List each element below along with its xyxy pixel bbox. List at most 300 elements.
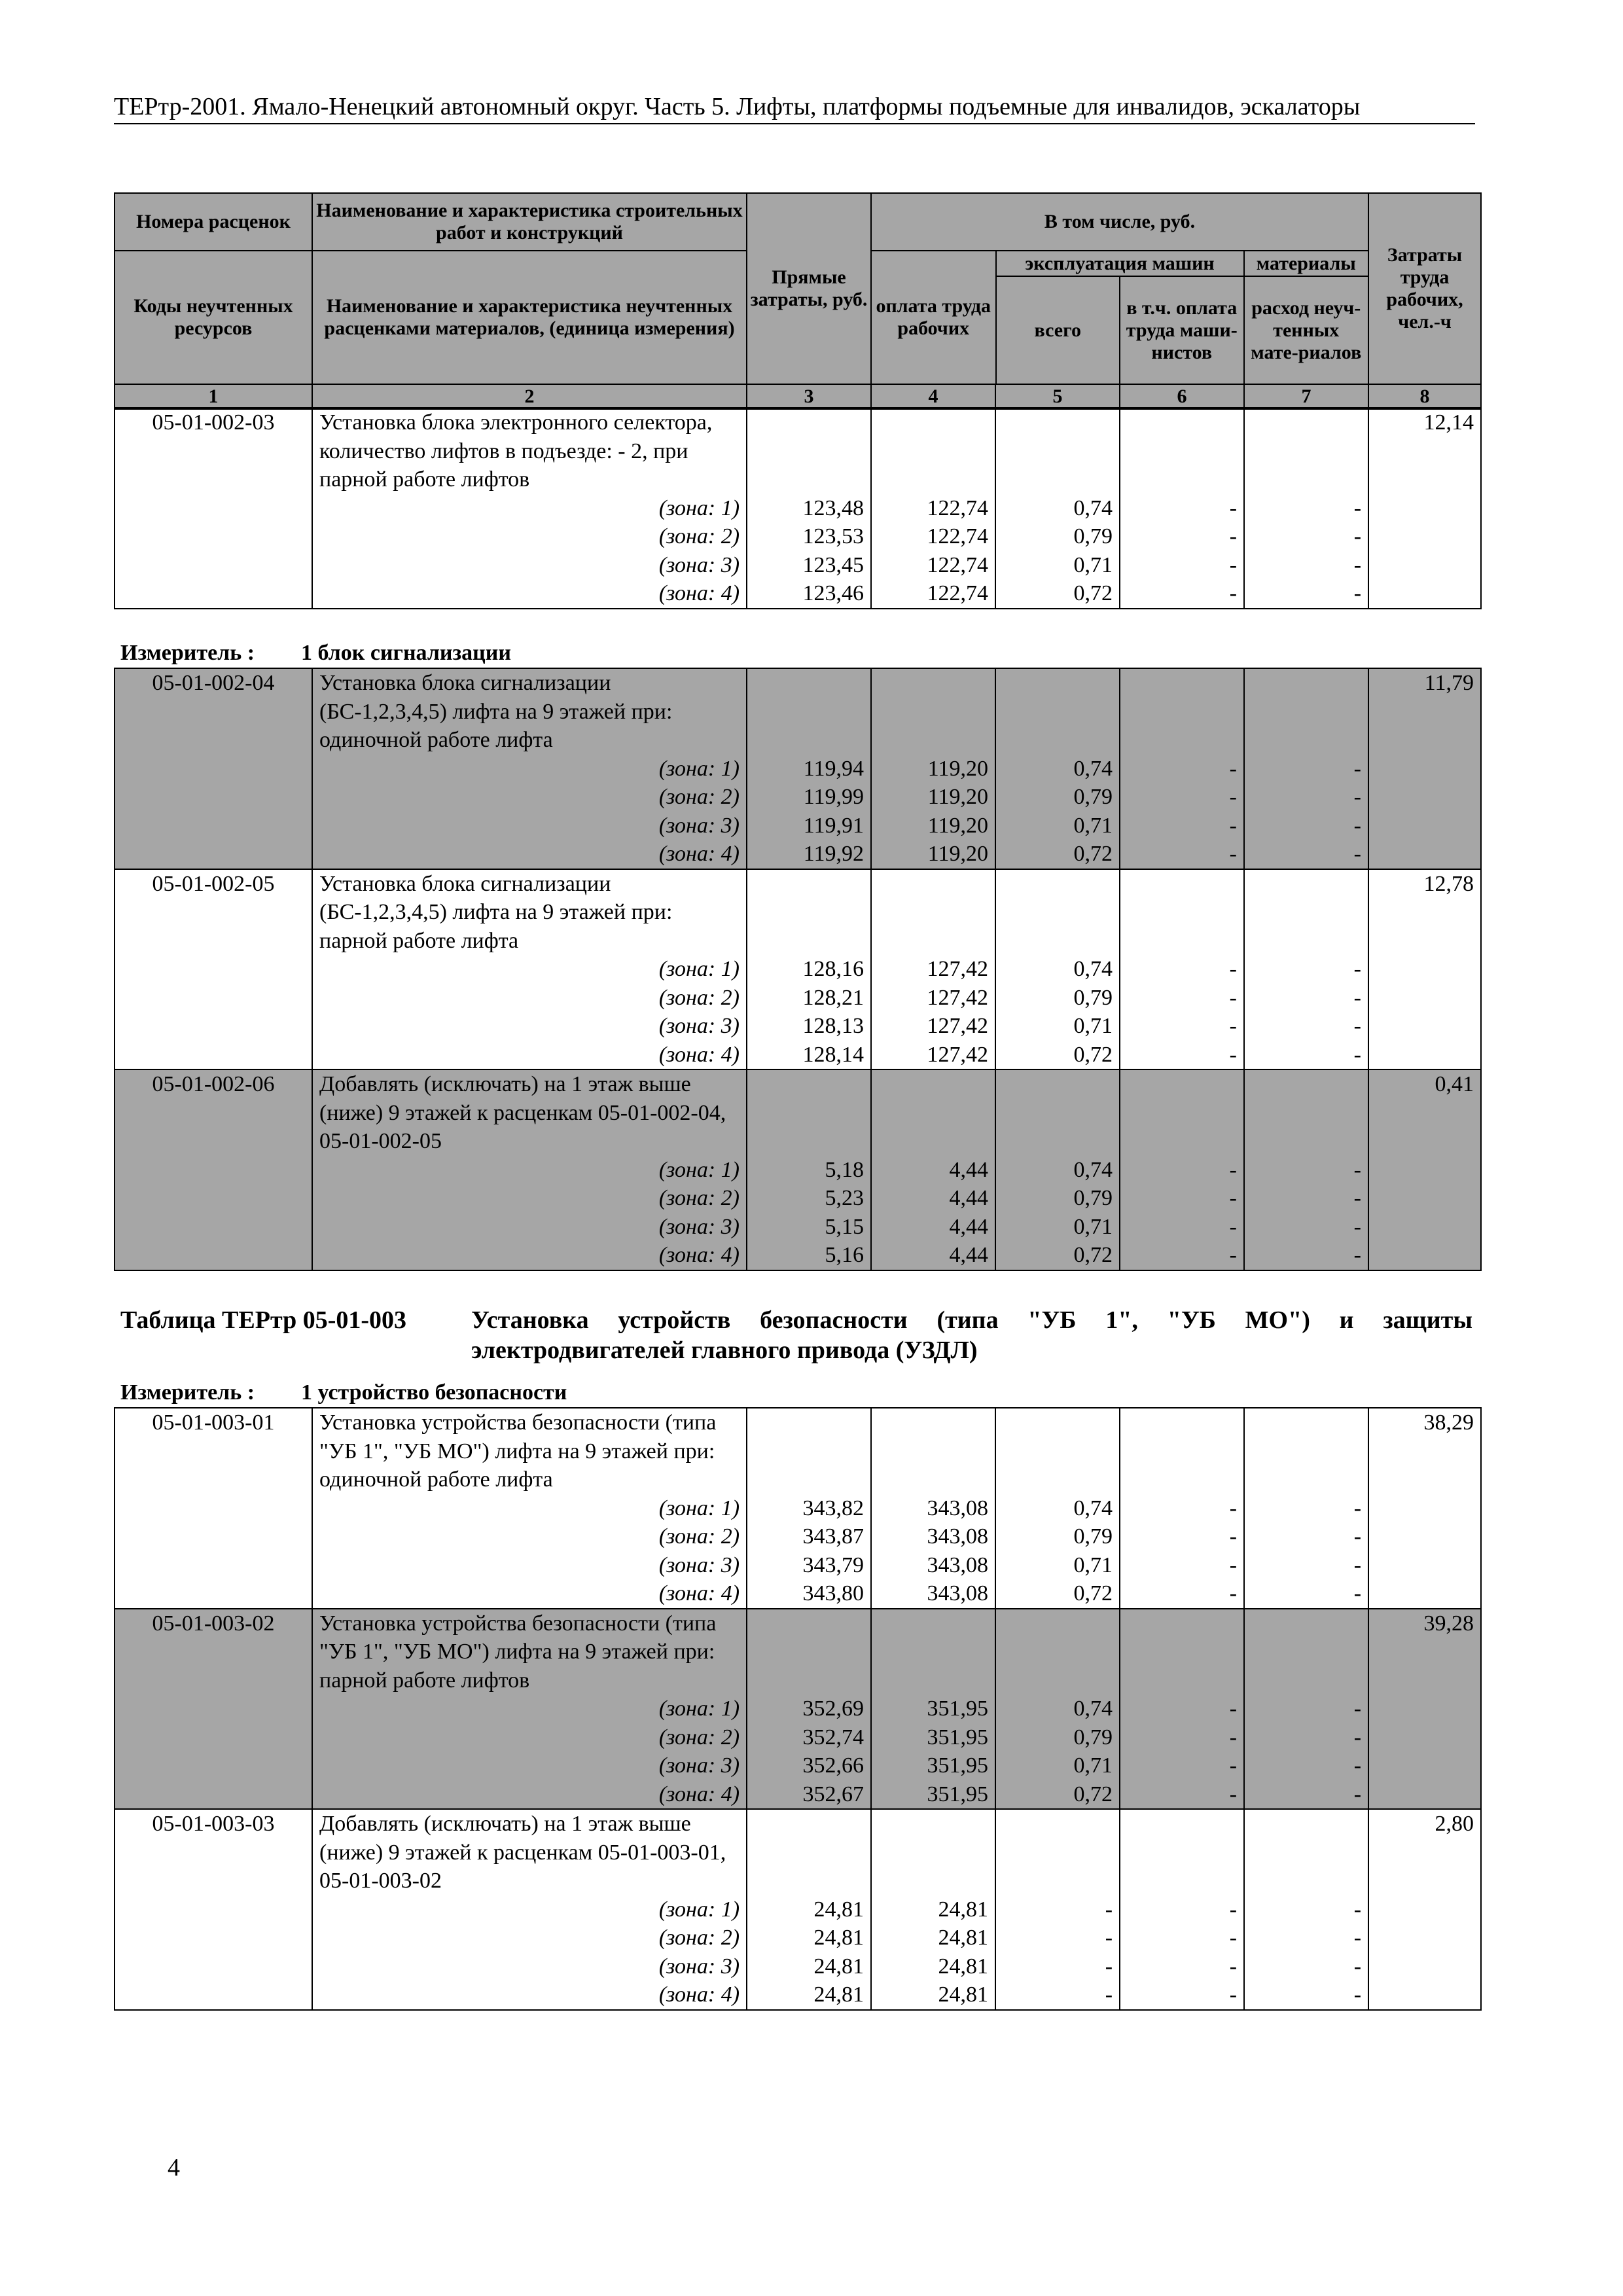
rate-description: Добавлять (исключать) на 1 этаж выше (ниже) 9 этажей к расценкам 05-01-003-01, 05-01-003-02 — [312, 1809, 747, 1895]
machine-total: 0,74 — [995, 755, 1120, 783]
machinist-pay: - — [1120, 812, 1244, 840]
empty-cell — [995, 408, 1120, 494]
zone-label: (зона: 3) — [437, 551, 747, 580]
empty-cell — [871, 1069, 995, 1156]
table-row — [115, 1069, 1481, 1156]
machine-total: 0,72 — [995, 840, 1120, 869]
material-usage: - — [1244, 984, 1368, 1013]
labor-pay: 343,08 — [871, 1579, 995, 1609]
labor-pay: 127,42 — [871, 984, 995, 1013]
zone-label: (зона: 4) — [437, 1041, 747, 1070]
empty-cell — [995, 1609, 1120, 1695]
empty-cell — [1368, 1551, 1481, 1580]
desc-spacer — [312, 755, 437, 783]
machinist-pay: - — [1120, 1494, 1244, 1523]
empty-cell — [1120, 668, 1244, 755]
zone-row — [115, 1723, 1481, 1752]
empty-cell — [1120, 1069, 1244, 1156]
zone-row — [115, 1494, 1481, 1523]
labor-pay: 119,20 — [871, 840, 995, 869]
direct-costs: 128,13 — [747, 1012, 871, 1041]
empty-cell — [871, 408, 995, 494]
zone-row — [115, 783, 1481, 812]
zone-label: (зона: 3) — [437, 1012, 747, 1041]
zone-row — [115, 1924, 1481, 1952]
material-usage: - — [1244, 1952, 1368, 1981]
direct-costs: 24,81 — [747, 1952, 871, 1981]
rates-block-1 — [114, 407, 1482, 609]
table-row — [115, 869, 1481, 956]
direct-costs: 5,23 — [747, 1184, 871, 1213]
machine-total: 0,72 — [995, 1241, 1120, 1270]
direct-costs: 119,94 — [747, 755, 871, 783]
header-material-usage: расход неуч-тенных мате-риалов — [1244, 276, 1368, 384]
empty-cell — [747, 869, 871, 956]
machinist-pay: - — [1120, 783, 1244, 812]
machine-total: 0,79 — [995, 1723, 1120, 1752]
material-usage: - — [1244, 1551, 1368, 1580]
material-usage: - — [1244, 1184, 1368, 1213]
direct-costs: 128,21 — [747, 984, 871, 1013]
table-row — [115, 668, 1481, 755]
zone-label: (зона: 2) — [437, 1924, 747, 1952]
zone-label: (зона: 2) — [437, 522, 747, 551]
zone-label: (зона: 3) — [437, 812, 747, 840]
desc-spacer — [312, 1241, 437, 1270]
labor-pay: 4,44 — [871, 1156, 995, 1185]
machinist-pay: - — [1120, 1551, 1244, 1580]
empty-cell — [1368, 1213, 1481, 1242]
material-usage: - — [1244, 1012, 1368, 1041]
direct-costs: 123,46 — [747, 579, 871, 609]
header-work-name: Наименование и характеристика строительных работ и конструкций — [312, 193, 747, 251]
empty-cell — [1244, 668, 1368, 755]
empty-cell — [1368, 1156, 1481, 1185]
zone-row — [115, 1952, 1481, 1981]
header-colnum-3: 3 — [747, 384, 871, 409]
empty-cell — [747, 1809, 871, 1895]
machinist-pay: - — [1120, 984, 1244, 1013]
desc-spacer — [312, 1895, 437, 1924]
labor-pay: 119,20 — [871, 755, 995, 783]
desc-spacer — [312, 955, 437, 984]
zone-row — [115, 984, 1481, 1013]
machinist-pay: - — [1120, 1522, 1244, 1551]
header-total: всего — [996, 276, 1120, 384]
empty-cell — [1368, 1895, 1481, 1924]
zone-label: (зона: 1) — [437, 1895, 747, 1924]
direct-costs: 24,81 — [747, 1895, 871, 1924]
labor-pay: 343,08 — [871, 1494, 995, 1523]
header-colnum-1: 1 — [115, 384, 312, 409]
empty-cell — [871, 1609, 995, 1695]
machine-total: - — [995, 1924, 1120, 1952]
zone-row — [115, 1041, 1481, 1070]
zone-row — [115, 755, 1481, 783]
empty-cell — [1368, 1494, 1481, 1523]
header-direct-costs: Прямые затраты, руб. — [747, 193, 871, 384]
direct-costs: 128,14 — [747, 1041, 871, 1070]
zone-row — [115, 1522, 1481, 1551]
material-usage: - — [1244, 1723, 1368, 1752]
machinist-pay: - — [1120, 522, 1244, 551]
material-usage: - — [1244, 1924, 1368, 1952]
empty-cell — [747, 1408, 871, 1494]
empty-cell — [1368, 1952, 1481, 1981]
machinist-pay: - — [1120, 1751, 1244, 1780]
machinist-pay: - — [1120, 1952, 1244, 1981]
direct-costs: 119,99 — [747, 783, 871, 812]
header-colnum-2: 2 — [312, 384, 747, 409]
machinist-pay: - — [1120, 955, 1244, 984]
header-including-subcols — [871, 251, 1368, 384]
rate-code: 05-01-002-04 — [115, 668, 312, 869]
machine-total: 0,79 — [995, 1184, 1120, 1213]
machinist-pay: - — [1120, 1780, 1244, 1810]
labor-costs: 39,28 — [1368, 1609, 1481, 1695]
empty-cell — [1120, 869, 1244, 956]
machinist-pay: - — [1120, 1723, 1244, 1752]
machine-total: - — [995, 1952, 1120, 1981]
labor-costs: 11,79 — [1368, 668, 1481, 755]
empty-cell — [1368, 840, 1481, 869]
empty-cell — [1244, 408, 1368, 494]
table-row — [115, 408, 1481, 494]
direct-costs: 24,81 — [747, 1981, 871, 2010]
header-including: В том числе, руб. — [871, 193, 1368, 251]
rates-table-header — [114, 192, 1482, 410]
rate-description: Установка блока сигнализации (БС-1,2,3,4,5) лифта на 9 этажей при: парной работе лифта — [312, 869, 747, 956]
empty-cell — [1368, 522, 1481, 551]
labor-pay: 24,81 — [871, 1895, 995, 1924]
labor-pay: 351,95 — [871, 1695, 995, 1723]
labor-pay: 343,08 — [871, 1522, 995, 1551]
labor-pay: 122,74 — [871, 579, 995, 609]
zone-label: (зона: 2) — [437, 1522, 747, 1551]
machine-total: 0,71 — [995, 812, 1120, 840]
empty-cell — [1120, 1609, 1244, 1695]
header-rate-numbers: Номера расценок — [115, 193, 312, 251]
machine-total: 0,79 — [995, 522, 1120, 551]
material-usage: - — [1244, 1895, 1368, 1924]
header-colnum-5: 5 — [995, 384, 1120, 409]
material-usage: - — [1244, 551, 1368, 580]
desc-spacer — [312, 1780, 437, 1810]
direct-costs: 343,79 — [747, 1551, 871, 1580]
table-title-desc: Установка устройств безопасности (типа "УБ 1", "УБ МО") и защиты электродвигателей главного привода (УЗДЛ) — [471, 1306, 1472, 1364]
material-usage: - — [1244, 840, 1368, 869]
machine-total: 0,74 — [995, 1695, 1120, 1723]
table-row — [115, 1609, 1481, 1695]
zone-row — [115, 1695, 1481, 1723]
labor-pay: 351,95 — [871, 1723, 995, 1752]
desc-spacer — [312, 984, 437, 1013]
table-title — [120, 1305, 1475, 1365]
empty-cell — [995, 1069, 1120, 1156]
zone-label: (зона: 2) — [437, 783, 747, 812]
machinist-pay: - — [1120, 579, 1244, 609]
desc-spacer — [312, 1522, 437, 1551]
empty-cell — [747, 1069, 871, 1156]
empty-cell — [1244, 1408, 1368, 1494]
measure-line-1 — [120, 640, 511, 666]
labor-pay: 24,81 — [871, 1952, 995, 1981]
empty-cell — [1368, 1522, 1481, 1551]
machine-total: 0,74 — [995, 1494, 1120, 1523]
empty-cell — [995, 869, 1120, 956]
empty-cell — [1120, 1809, 1244, 1895]
desc-spacer — [312, 1952, 437, 1981]
header-colnum-4: 4 — [871, 384, 995, 409]
material-usage: - — [1244, 1213, 1368, 1242]
empty-cell — [1368, 1579, 1481, 1609]
header-machinist-pay: в т.ч. оплата труда маши-нистов — [1120, 276, 1244, 384]
empty-cell — [1368, 1981, 1481, 2010]
zone-label: (зона: 1) — [437, 755, 747, 783]
labor-costs: 38,29 — [1368, 1408, 1481, 1494]
desc-spacer — [312, 522, 437, 551]
zone-row — [115, 1780, 1481, 1810]
machine-total: 0,74 — [995, 955, 1120, 984]
machinist-pay: - — [1120, 1213, 1244, 1242]
machine-total: 0,71 — [995, 551, 1120, 580]
empty-cell — [995, 668, 1120, 755]
rate-code: 05-01-002-06 — [115, 1069, 312, 1270]
labor-pay: 24,81 — [871, 1981, 995, 2010]
machinist-pay: - — [1120, 1579, 1244, 1609]
empty-cell — [995, 1408, 1120, 1494]
rate-code: 05-01-003-03 — [115, 1809, 312, 2010]
desc-spacer — [312, 840, 437, 869]
zone-row — [115, 1241, 1481, 1270]
zone-label: (зона: 1) — [437, 1695, 747, 1723]
rate-code: 05-01-003-01 — [115, 1408, 312, 1609]
empty-cell — [1368, 1695, 1481, 1723]
empty-cell — [995, 1809, 1120, 1895]
rate-code: 05-01-002-05 — [115, 869, 312, 1070]
rate-code: 05-01-002-03 — [115, 408, 312, 609]
machine-total: 0,72 — [995, 579, 1120, 609]
zone-row — [115, 1184, 1481, 1213]
machinist-pay: - — [1120, 755, 1244, 783]
empty-cell — [871, 1408, 995, 1494]
zone-row — [115, 551, 1481, 580]
empty-cell — [747, 668, 871, 755]
machinist-pay: - — [1120, 551, 1244, 580]
desc-spacer — [312, 1751, 437, 1780]
empty-cell — [747, 1609, 871, 1695]
labor-pay: 122,74 — [871, 522, 995, 551]
rates-block-2 — [114, 668, 1482, 1271]
material-usage: - — [1244, 1751, 1368, 1780]
header-material-name: Наименование и характеристика неучтенных расценками материалов, (единица измерения) — [312, 251, 747, 384]
header-machine-operation: эксплуатация машин — [996, 251, 1244, 276]
desc-spacer — [312, 812, 437, 840]
material-usage: - — [1244, 955, 1368, 984]
zone-row — [115, 522, 1481, 551]
machinist-pay: - — [1120, 1981, 1244, 2010]
header-colnum-7: 7 — [1244, 384, 1368, 409]
header-materials: материалы — [1244, 251, 1368, 276]
labor-costs: 2,80 — [1368, 1809, 1481, 1895]
desc-spacer — [312, 551, 437, 580]
direct-costs: 119,92 — [747, 840, 871, 869]
machine-total: - — [995, 1895, 1120, 1924]
labor-pay: 351,95 — [871, 1780, 995, 1810]
labor-pay: 127,42 — [871, 1012, 995, 1041]
zone-label: (зона: 4) — [437, 1579, 747, 1609]
zone-row — [115, 1895, 1481, 1924]
empty-cell — [1368, 1924, 1481, 1952]
desc-spacer — [312, 1695, 437, 1723]
direct-costs: 352,69 — [747, 1695, 871, 1723]
labor-pay: 127,42 — [871, 1041, 995, 1070]
zone-label: (зона: 2) — [437, 1184, 747, 1213]
machinist-pay: - — [1120, 494, 1244, 523]
zone-row — [115, 955, 1481, 984]
material-usage: - — [1244, 1241, 1368, 1270]
rates-block-3 — [114, 1407, 1482, 2011]
rate-code: 05-01-003-02 — [115, 1609, 312, 1810]
material-usage: - — [1244, 812, 1368, 840]
machine-total: 0,71 — [995, 1751, 1120, 1780]
empty-cell — [1368, 494, 1481, 523]
direct-costs: 123,45 — [747, 551, 871, 580]
material-usage: - — [1244, 1494, 1368, 1523]
empty-cell — [1368, 1241, 1481, 1270]
empty-cell — [747, 408, 871, 494]
machine-total: 0,74 — [995, 494, 1120, 523]
measure-value: 1 блок сигнализации — [301, 641, 511, 665]
zone-label: (зона: 2) — [437, 984, 747, 1013]
zone-label: (зона: 1) — [437, 1494, 747, 1523]
direct-costs: 123,48 — [747, 494, 871, 523]
direct-costs: 5,15 — [747, 1213, 871, 1242]
zone-row — [115, 1751, 1481, 1780]
desc-spacer — [312, 1156, 437, 1185]
material-usage: - — [1244, 522, 1368, 551]
machine-total: 0,72 — [995, 1579, 1120, 1609]
direct-costs: 343,80 — [747, 1579, 871, 1609]
desc-spacer — [312, 1981, 437, 2010]
direct-costs: 128,16 — [747, 955, 871, 984]
material-usage: - — [1244, 1156, 1368, 1185]
empty-cell — [1368, 955, 1481, 984]
zone-label: (зона: 1) — [437, 955, 747, 984]
desc-spacer — [312, 1012, 437, 1041]
labor-pay: 343,08 — [871, 1551, 995, 1580]
desc-spacer — [312, 1184, 437, 1213]
empty-cell — [1368, 783, 1481, 812]
empty-cell — [1368, 984, 1481, 1013]
table-row — [115, 1809, 1481, 1895]
labor-costs: 0,41 — [1368, 1069, 1481, 1156]
zone-row — [115, 1579, 1481, 1609]
empty-cell — [1120, 408, 1244, 494]
empty-cell — [1368, 755, 1481, 783]
machinist-pay: - — [1120, 1012, 1244, 1041]
labor-pay: 119,20 — [871, 783, 995, 812]
material-usage: - — [1244, 1579, 1368, 1609]
machinist-pay: - — [1120, 840, 1244, 869]
empty-cell — [1244, 869, 1368, 956]
desc-spacer — [312, 783, 437, 812]
zone-row — [115, 1012, 1481, 1041]
machinist-pay: - — [1120, 1695, 1244, 1723]
machinist-pay: - — [1120, 1156, 1244, 1185]
empty-cell — [1368, 1184, 1481, 1213]
empty-cell — [1368, 579, 1481, 609]
empty-cell — [1368, 1723, 1481, 1752]
desc-spacer — [312, 1041, 437, 1070]
measure-value: 1 устройство безопасности — [301, 1380, 567, 1405]
machinist-pay: - — [1120, 1184, 1244, 1213]
direct-costs: 5,18 — [747, 1156, 871, 1185]
zone-label: (зона: 4) — [437, 1241, 747, 1270]
labor-pay: 127,42 — [871, 955, 995, 984]
material-usage: - — [1244, 1041, 1368, 1070]
machine-total: 0,79 — [995, 1522, 1120, 1551]
zone-row — [115, 494, 1481, 523]
material-usage: - — [1244, 1695, 1368, 1723]
empty-cell — [1368, 1041, 1481, 1070]
header-labor-pay: оплата труда рабочих — [872, 251, 996, 384]
empty-cell — [1368, 1780, 1481, 1810]
machinist-pay: - — [1120, 1241, 1244, 1270]
direct-costs: 352,67 — [747, 1780, 871, 1810]
machinist-pay: - — [1120, 1895, 1244, 1924]
rate-description: Установка блока сигнализации (БС-1,2,3,4,5) лифта на 9 этажей при: одиночной работе лифта — [312, 668, 747, 755]
empty-cell — [871, 869, 995, 956]
direct-costs: 352,74 — [747, 1723, 871, 1752]
desc-spacer — [312, 1579, 437, 1609]
zone-label: (зона: 2) — [437, 1723, 747, 1752]
table-row — [115, 1408, 1481, 1494]
machine-total: 0,71 — [995, 1012, 1120, 1041]
zone-label: (зона: 4) — [437, 840, 747, 869]
material-usage: - — [1244, 1981, 1368, 2010]
direct-costs: 24,81 — [747, 1924, 871, 1952]
measure-label: Измеритель : — [120, 1380, 255, 1405]
header-codes: Коды неучтенных ресурсов — [115, 251, 312, 384]
direct-costs: 5,16 — [747, 1241, 871, 1270]
empty-cell — [1368, 551, 1481, 580]
labor-pay: 122,74 — [871, 551, 995, 580]
zone-label: (зона: 1) — [437, 494, 747, 523]
empty-cell — [1368, 1751, 1481, 1780]
material-usage: - — [1244, 1780, 1368, 1810]
direct-costs: 343,82 — [747, 1494, 871, 1523]
empty-cell — [871, 1809, 995, 1895]
empty-cell — [1368, 1012, 1481, 1041]
zone-row — [115, 1156, 1481, 1185]
desc-spacer — [312, 1494, 437, 1523]
direct-costs: 352,66 — [747, 1751, 871, 1780]
zone-row — [115, 840, 1481, 869]
machine-total: 0,71 — [995, 1551, 1120, 1580]
labor-costs: 12,14 — [1368, 408, 1481, 494]
material-usage: - — [1244, 755, 1368, 783]
direct-costs: 123,53 — [747, 522, 871, 551]
header-colnum-6: 6 — [1120, 384, 1244, 409]
desc-spacer — [312, 1213, 437, 1242]
zone-label: (зона: 3) — [437, 1952, 747, 1981]
zone-label: (зона: 3) — [437, 1213, 747, 1242]
zone-row — [115, 812, 1481, 840]
measure-line-2 — [120, 1380, 567, 1406]
labor-costs: 12,78 — [1368, 869, 1481, 956]
machinist-pay: - — [1120, 1041, 1244, 1070]
